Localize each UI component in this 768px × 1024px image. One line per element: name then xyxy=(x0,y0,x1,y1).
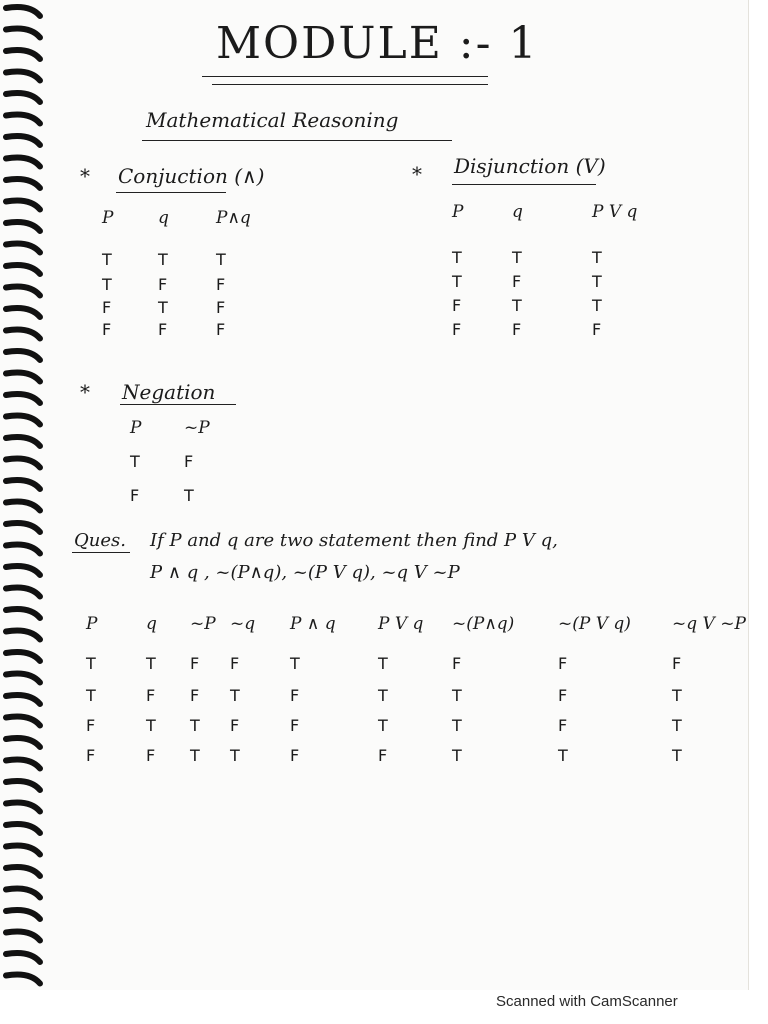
title-underline-2 xyxy=(212,84,488,85)
disjunction-heading: Disjunction (V) xyxy=(454,154,606,178)
conjunction-header-0: P xyxy=(102,208,114,228)
conjunction-cell: T xyxy=(216,250,226,269)
combined-cell: F xyxy=(558,654,568,673)
combined-cell: F xyxy=(290,686,300,705)
disjunction-cell: T xyxy=(592,272,602,291)
combined-cell: T xyxy=(378,654,388,673)
subtitle: Mathematical Reasoning xyxy=(146,108,399,132)
combined-header-6: ~(P∧q) xyxy=(452,614,515,634)
disjunction-cell: F xyxy=(452,296,462,315)
conjunction-cell: T xyxy=(158,298,168,317)
negation-cell: T xyxy=(184,486,194,505)
combined-header-0: P xyxy=(86,614,98,634)
combined-cell: F xyxy=(452,654,462,673)
combined-cell: F xyxy=(672,654,682,673)
disjunction-header-1: q xyxy=(512,202,523,222)
conjunction-header-2: P∧q xyxy=(216,208,251,228)
combined-cell: T xyxy=(452,746,462,765)
negation-heading: Negation xyxy=(122,380,216,404)
negation-bullet: * xyxy=(80,380,90,404)
disjunction-cell: T xyxy=(512,296,522,315)
combined-cell: T xyxy=(452,716,462,735)
conjunction-cell: T xyxy=(102,275,112,294)
title-underline xyxy=(202,76,488,77)
combined-cell: F xyxy=(558,686,568,705)
combined-cell: T xyxy=(190,716,200,735)
disjunction-cell: T xyxy=(512,248,522,267)
disjunction-cell: T xyxy=(592,248,602,267)
question-line-1: If P and q are two statement then find P V q, xyxy=(150,530,558,551)
disjunction-cell: F xyxy=(512,272,522,291)
conjunction-cell: F xyxy=(102,298,112,317)
conjunction-cell: T xyxy=(102,250,112,269)
conjunction-cell: F xyxy=(216,320,226,339)
combined-cell: F xyxy=(558,716,568,735)
negation-header-1: ~P xyxy=(184,418,210,438)
combined-header-3: ~q xyxy=(230,614,256,634)
negation-header-0: P xyxy=(130,418,142,438)
conjunction-cell: F xyxy=(158,275,168,294)
combined-cell: T xyxy=(672,716,682,735)
combined-cell: F xyxy=(146,686,156,705)
combined-header-2: ~P xyxy=(190,614,216,634)
combined-cell: F xyxy=(378,746,388,765)
question-label-underline xyxy=(72,552,130,553)
combined-cell: T xyxy=(672,686,682,705)
conjunction-bullet: * xyxy=(80,164,90,188)
combined-cell: F xyxy=(290,746,300,765)
combined-header-8: ~q V ~P xyxy=(672,614,746,634)
disjunction-header-2: P V q xyxy=(592,202,638,222)
combined-cell: F xyxy=(290,716,300,735)
combined-header-7: ~(P V q) xyxy=(558,614,631,634)
combined-cell: T xyxy=(378,716,388,735)
spiral-binding xyxy=(0,0,52,990)
disjunction-header-0: P xyxy=(452,202,464,222)
disjunction-cell: T xyxy=(452,248,462,267)
disjunction-cell: T xyxy=(452,272,462,291)
combined-cell: F xyxy=(146,746,156,765)
combined-cell: T xyxy=(558,746,568,765)
combined-cell: T xyxy=(230,686,240,705)
combined-cell: T xyxy=(452,686,462,705)
negation-cell: F xyxy=(130,486,140,505)
question-line-2: P ∧ q , ~(P∧q), ~(P V q), ~q V ~P xyxy=(150,562,460,583)
combined-cell: F xyxy=(86,746,96,765)
combined-cell: T xyxy=(290,654,300,673)
disjunction-underline xyxy=(452,184,596,185)
disjunction-bullet: * xyxy=(412,162,422,186)
combined-cell: F xyxy=(190,654,200,673)
combined-cell: F xyxy=(86,716,96,735)
conjunction-cell: F xyxy=(216,275,226,294)
conjunction-cell: F xyxy=(102,320,112,339)
scanner-watermark: Scanned with CamScanner xyxy=(496,993,678,1010)
combined-cell: T xyxy=(146,716,156,735)
combined-cell: T xyxy=(86,686,96,705)
negation-cell: T xyxy=(130,452,140,471)
combined-cell: T xyxy=(86,654,96,673)
combined-cell: T xyxy=(230,746,240,765)
combined-cell: F xyxy=(230,654,240,673)
combined-cell: T xyxy=(378,686,388,705)
combined-header-5: P V q xyxy=(378,614,424,634)
disjunction-cell: T xyxy=(592,296,602,315)
combined-cell: T xyxy=(146,654,156,673)
page-title: MODULE :- 1 xyxy=(216,18,539,69)
conjunction-underline xyxy=(116,192,226,193)
combined-cell: F xyxy=(190,686,200,705)
conjunction-cell: T xyxy=(158,250,168,269)
question-label: Ques. xyxy=(74,530,126,551)
combined-cell: T xyxy=(672,746,682,765)
negation-underline xyxy=(120,404,236,405)
disjunction-cell: F xyxy=(592,320,602,339)
combined-header-4: P ∧ q xyxy=(290,614,336,634)
combined-header-1: q xyxy=(146,614,157,634)
disjunction-cell: F xyxy=(512,320,522,339)
conjunction-cell: F xyxy=(158,320,168,339)
combined-cell: T xyxy=(190,746,200,765)
conjunction-header-1: q xyxy=(158,208,169,228)
negation-cell: F xyxy=(184,452,194,471)
conjunction-cell: F xyxy=(216,298,226,317)
subtitle-underline xyxy=(142,140,452,141)
combined-cell: F xyxy=(230,716,240,735)
conjunction-heading: Conjuction (∧) xyxy=(118,164,265,188)
disjunction-cell: F xyxy=(452,320,462,339)
